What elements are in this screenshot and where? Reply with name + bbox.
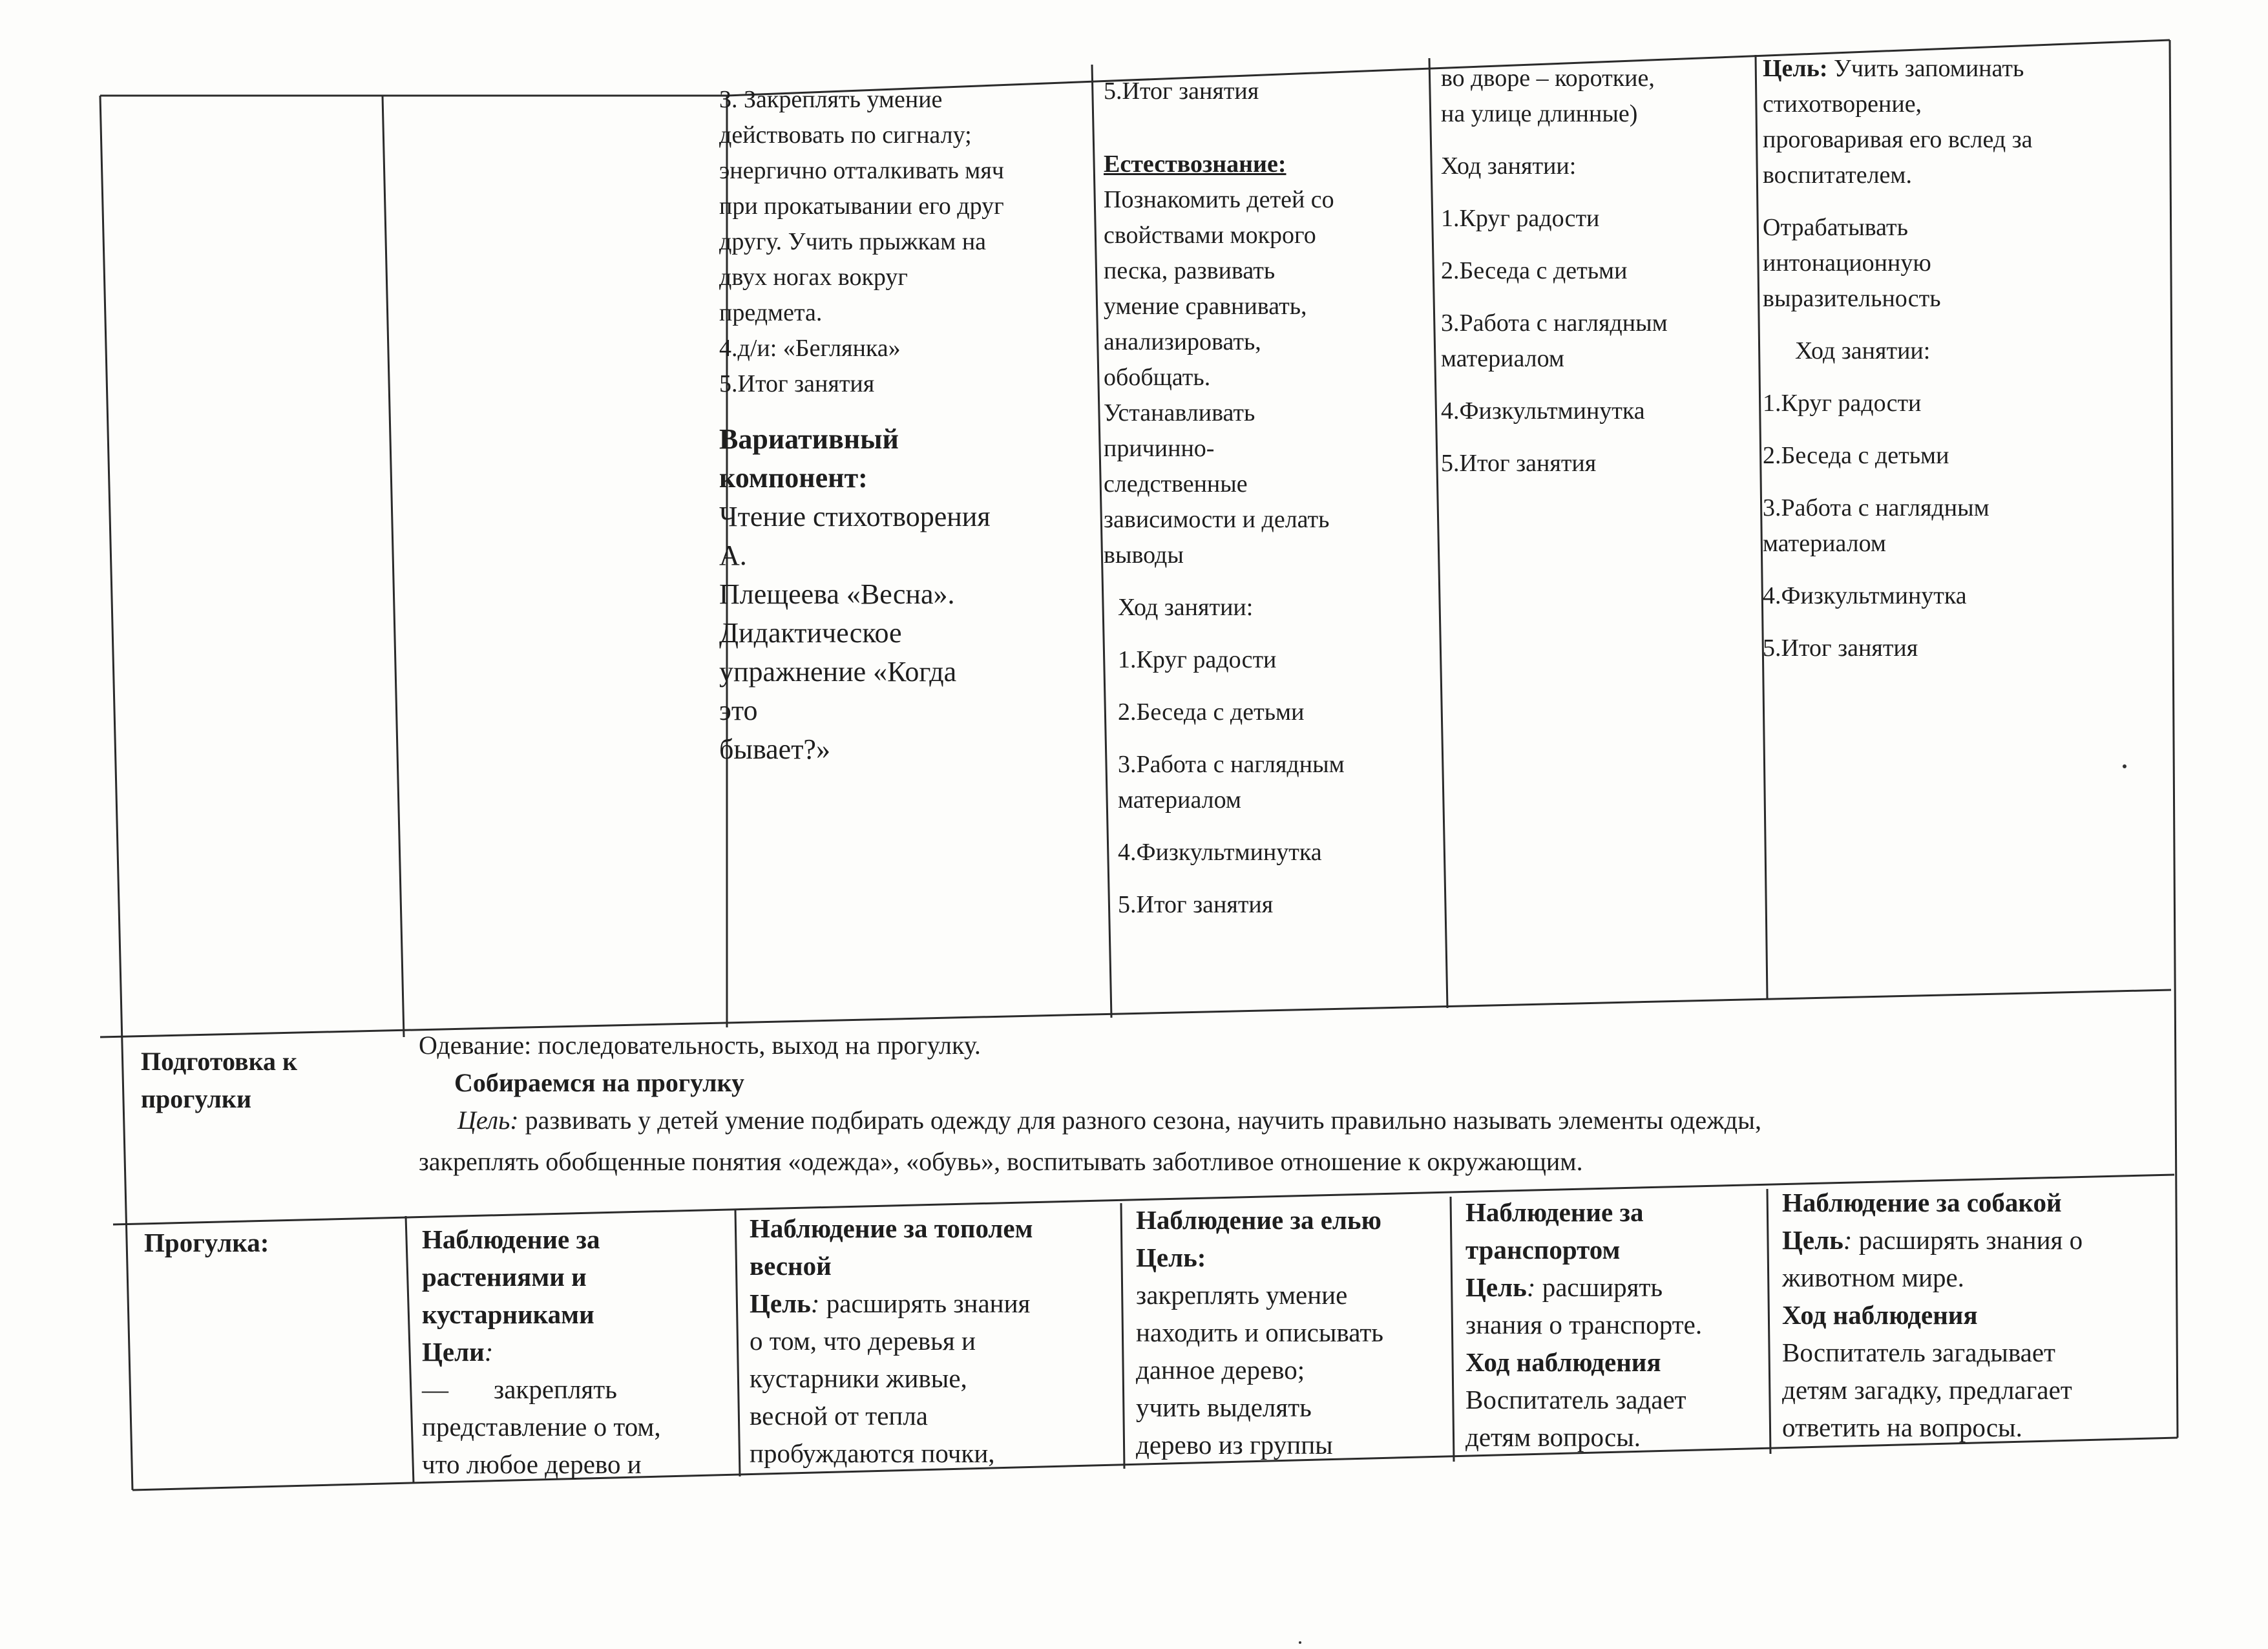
course-label: Ход занятии:	[1795, 337, 1931, 364]
lesson-cell-poem: Цель: Учить запоминать стихотворение, проговаривая его вслед за воспитателем. Отрабатывать интонационную выразительность Ход занятии: 1.Круг радости 2.Беседа с детьми 3.Работа с наглядным материалом 4.Физкультминутка 5.Итог занятия	[1751, 42, 2165, 992]
prep-label: Подготовка к прогулки	[141, 1047, 298, 1113]
walk-cell-plants: Наблюдение за растениями и кустарниками Цели: — закреплять представление о том, что любое дерево и	[422, 1224, 661, 1479]
prep-goal-continued: закреплять обобщенные понятия «одежда», «обувь», воспитывать заботливое отношение к окружающим.	[419, 1147, 1583, 1176]
prep-line: Одевание: последовательность, выход на прогулку.	[419, 1031, 981, 1060]
prep-goal: Цель: развивать у детей умение подбирать одежду для разного сезона, научить правильно называть элементы одежды,	[457, 1106, 1762, 1135]
nature-heading: Естествознание:	[1104, 151, 1286, 178]
lesson-text: 3. Закреплять умение действовать по сигналу; энергично отталкивать мяч при прокатывании его друг другу. Учить прыжкам на двух ногах вокруг предмета. 4.д/и: «Беглянка» 5.Итог занятия	[719, 86, 1004, 397]
lesson-cell-column5: во дворе – короткие, на улице длинные) Ход занятии: 1.Круг радости 2.Беседа с детьми 3.Работа с наглядным материалом 4.Физкультминутка 5.Итог занятия	[1429, 52, 1759, 1002]
lesson-result: 5.Итог занятия	[1104, 78, 1259, 105]
walk-cell-dog: Наблюдение за собакой Цель: расширять знания о животном мире. Ход наблюдения Воспитатель загадывает детям загадку, предлагает ответить на вопросы.	[1782, 1188, 2083, 1442]
course-label: Ход занятии:	[1118, 594, 1254, 621]
walk-cell-fir: Наблюдение за елью Цель: закреплять умение находить и описывать данное дерево; учить выделять дерево из группы	[1136, 1205, 1383, 1460]
prep-title: Собираемся на прогулку	[454, 1068, 745, 1097]
poem-goal: Цель: Учить запоминать	[1763, 55, 2024, 82]
course-label: Ход занятии:	[1441, 152, 1577, 180]
walk-cell-poplar: Наблюдение за тополем весной Цель: расширять знания о том, что деревья и кустарники живые, весной от тепла пробуждаются почки,	[750, 1213, 1033, 1468]
walk-cell-transport: Наблюдение за транспортом Цель: расширять знания о транспорте. Ход наблюдения Воспитатель задает детям вопросы.	[1465, 1197, 1703, 1452]
scan-speck	[1299, 1641, 1301, 1644]
variative-component: Вариативный компонент: Чтение стихотворения А. Плещеева «Весна». Дидактическое упражнение «Когда это бывает?»	[719, 420, 991, 769]
variative-title: Вариативный компонент:	[719, 423, 899, 494]
lesson-cell-nature: 5.Итог занятия Естествознание: Познакомить детей со свойствами мокрого песка, развивать умение сравнивать, анализировать, обобщать. Устанавливать причинно- следственные зависимости и делать выводы Ход занятии: 1.Круг радости 2.Беседа с детьми 3.Работа с наглядным материалом 4.Физкультминутка 5.Итог занятия	[1092, 65, 1441, 1021]
lesson-cell-physical	[708, 73, 1098, 1036]
walk-label: Прогулка:	[144, 1228, 269, 1257]
